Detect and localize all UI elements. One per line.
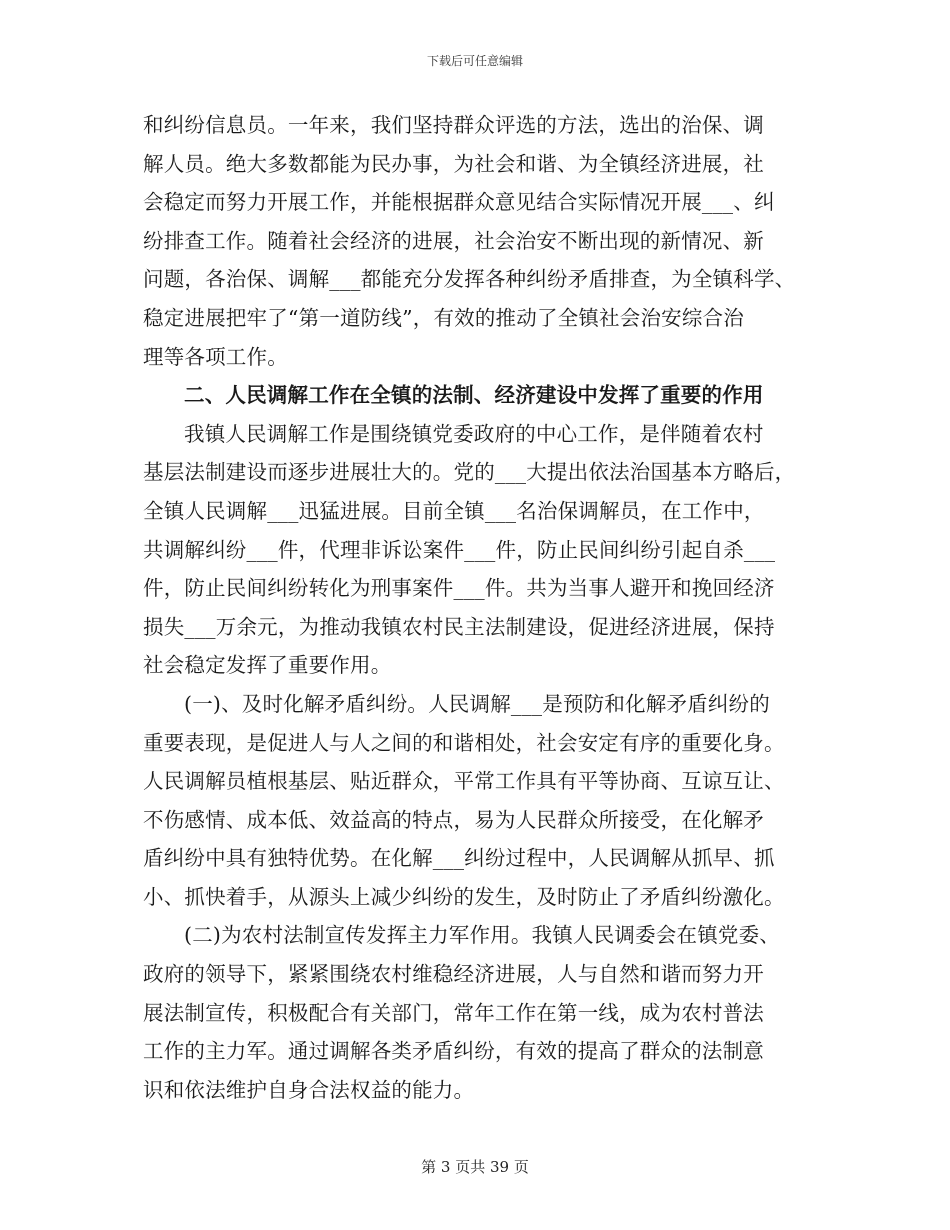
body-line: 稳定进展把牢了“第一道防线”，有效的推动了全镇社会治安综合治: [143, 305, 744, 330]
body-line: 小、抓快着手，从源头上减少纠纷的发生，及时防止了矛盾纠纷激化。: [143, 884, 785, 909]
body-line: 纷排查工作。随着社会经济的进展，社会治安不断出现的新情况、新: [143, 228, 764, 253]
body-line: 盾纠纷中具有独特优势。在化解___纠纷过程中，人民调解从抓早、抓: [143, 846, 775, 871]
body-line: 不伤感情、成本低、效益高的特点，易为人民群众所接受，在化解矛: [143, 807, 764, 832]
body-line: 全镇人民调解___迅猛进展。目前全镇___名治保调解员，在工作中，: [143, 498, 765, 523]
body-line: 损失___万余元，为推动我镇农村民主法制建设，促进经济进展，保持: [143, 614, 775, 639]
body-line: 识和依法维护自身合法权益的能力。: [143, 1077, 475, 1102]
body-line: 重要表现，是促进人与人之间的和谐相处，社会安定有序的重要化身。: [143, 730, 785, 755]
body-line: 问题，各治保、调解___都能充分发挥各种纠纷矛盾排查，为全镇科学、: [143, 267, 796, 292]
body-line: 会稳定而努力开展工作，并能根据群众意见结合实际情况开展___、纠: [143, 190, 775, 215]
body-line: 工作的主力军。通过调解各类矛盾纠纷，有效的提高了群众的法制意: [143, 1039, 764, 1064]
page-number: 第 3 页共 39 页: [421, 1158, 529, 1176]
body-line: 社会稳定发挥了重要作用。: [143, 653, 392, 678]
body-line: 基层法制建设而逐步进展壮大的。党的___大提出依法治国基本方略后，: [143, 460, 796, 485]
page-header-note: 下载后可任意编辑: [426, 54, 523, 68]
body-line: 件，防止民间纠纷转化为刑事案件___件。共为当事人避开和挽回经济: [143, 576, 775, 601]
body-line: (一)、及时化解矛盾纠纷。人民调解___是预防和化解矛盾纠纷的: [184, 691, 770, 716]
body-line: (二)为农村法制宣传发挥主力军作用。我镇人民调委会在镇党委、: [184, 923, 780, 948]
body-line: 人民调解员植根基层、贴近群众，平常工作具有平等协商、互谅互让、: [143, 769, 785, 794]
body-line: 政府的领导下，紧紧围绕农村维稳经济进展，人与自然和谐而努力开: [143, 962, 764, 987]
body-line: 我镇人民调解工作是围绕镇党委政府的中心工作，是伴随着农村: [184, 421, 764, 446]
body-line: 共调解纠纷___件，代理非诉讼案件___件，防止民间纠纷引起自杀___: [143, 537, 776, 562]
document-body: [143, 106, 823, 1109]
body-line: 展法制宣传，积极配合有关部门，常年工作在第一线，成为农村普法: [143, 1000, 764, 1025]
body-line: 和纠纷信息员。一年来，我们坚持群众评选的方法，选出的治保、调: [143, 113, 764, 137]
body-line: 理等各项工作。: [143, 344, 288, 369]
section-heading: 二、人民调解工作在全镇的法制、经济建设中发挥了重要的作用: [184, 383, 764, 408]
body-line: 解人员。绝大多数都能为民办事，为社会和谐、为全镇经济进展，社: [143, 151, 764, 176]
